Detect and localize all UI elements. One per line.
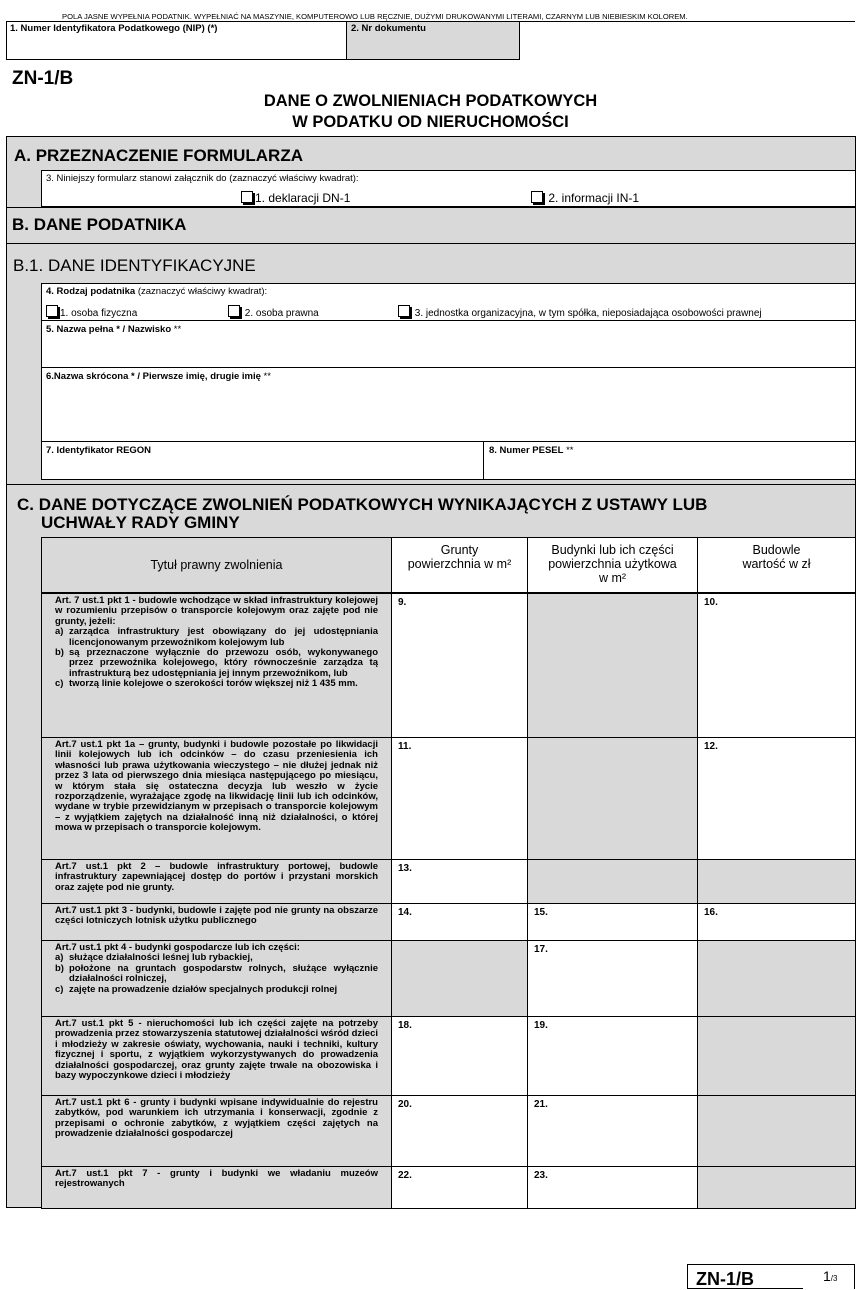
document-number-label: 2. Nr dokumentu [351,23,426,34]
field-number: 11. [398,741,412,752]
header-budynki-line3: w m² [598,571,627,585]
field-number: 15. [534,907,548,918]
legal-basis-text: Art.7 ust.1 pkt 3 - budynki, budowle i zajęte pod nie grunty na obszarze części lotniczych lotnisk użytku publicznego [55,905,378,927]
field-number: 12. [704,741,718,752]
header-budynki-line2: powierzchnia użytkowa [548,557,677,571]
header-grunty [391,543,528,571]
table-cell-budynki[interactable] [527,903,698,941]
field-number: 13. [398,863,412,874]
option-in1[interactable] [531,191,639,205]
field-number: 17. [534,944,548,955]
table-cell-budowle [697,859,856,904]
table-cell-grunty[interactable] [391,737,528,860]
f7-label: 7. Identyfikator REGON [46,445,152,456]
f4-label: 4. Rodzaj podatnika [46,286,136,297]
nip-field[interactable] [6,21,347,60]
table-cell-budowle[interactable] [697,593,856,738]
field-number: 14. [398,907,412,918]
option-osoba-prawna-label: 2. osoba prawna [244,308,319,319]
page-number [823,1268,837,1284]
checkbox-icon[interactable] [241,191,253,203]
table-cell-grunty[interactable] [391,859,528,904]
header-grunty-line2: powierzchnia w m² [407,557,512,571]
table-cell-budynki[interactable] [527,940,698,1017]
field-8-box[interactable] [483,441,856,480]
table-cell-budowle[interactable] [697,903,856,941]
legal-basis-text: Art.7 ust.1 pkt 2 – budowle infrastruktury portowej, budowle infrastruktury zapewniającej dostęp do portów i przystani morskich oraz zajęte pod nie grunty. [55,861,378,893]
option-jednostka-label: 3. jednostka organizacyjna, w tym spółka, nieposiadająca osobowości prawnej [414,308,762,319]
section-a-box [41,170,856,207]
option-dn1[interactable] [241,191,350,205]
field-number: 19. [534,1020,548,1031]
table-cell-grunty [391,940,528,1017]
page-title-line1: DANE O ZWOLNIENIACH PODATKOWYCH [263,92,598,110]
field-number: 23. [534,1170,548,1181]
form-code: ZN-1/B [12,68,74,89]
field-number: 22. [398,1170,412,1181]
table-cell-budynki[interactable] [527,1016,698,1096]
footer-code: ZN-1/B [696,1269,754,1289]
f4-hint: (zaznaczyć właściwy kwadrat): [135,286,268,297]
section-a-heading: A. PRZEZNACZENIE FORMULARZA [14,146,303,165]
nip-label: 1. Numer Identyfikatora Podatkowego (NIP) (*) [10,23,218,34]
field-number: 21. [534,1099,548,1110]
legal-basis-text: Art.7 ust.1 pkt 6 - grunty i budynki wpisane indywidualnie do rejestru zabytków, pod warunkiem ich utrzymania i konserwacji, zgodnie z przepisami o ochronie zabytków, z wyjątkiem części zajętych na prowadzenie działalności gospodarczej [55,1097,378,1140]
field-number: 18. [398,1020,412,1031]
checkbox-icon[interactable] [228,305,240,317]
legal-basis-text: Art.7 ust.1 pkt 5 - nieruchomości lub ich części zajęte na potrzeby prowadzenia przez stowarzyszenia statutowej działalności wśród dzieci i młodzieży w zakresie oświaty, wychowania, nauki i techniki, kultury fizycznej i sportu, z wyjątkiem wykorzystywanych do prowadzenia działalności gospodarczej, oraz grunty zajęte trwale na obozowiska i bazy wypoczynkowe dzieci i młodzieży [55,1018,378,1082]
page-current: 1 [823,1268,831,1284]
legal-basis-text: Art.7 ust.1 pkt 1a – grunty, budynki i budowle pozostałe po likwidacji linii kolejowych lub ich odcinków – do czasu przeniesienia ich własności lub prawa użytkowania wieczystego – nie dłużej jednak niż przez 3 lata od pierwszego dnia miesiąca następującego po miesiącu, w którym stała się ostateczna decyzja lub weszło w życie rozporządzenie, wyrażające zgodę na likwidację linii lub ich odcinków, wydane w trybie przewidzianym w przepisach o transporcie kolejowym – z wyjątkiem zajętych na działalność inną niż działalności, o której mowa w przepisach o transporcie kolejowym. [55,739,378,834]
field-number: 9. [398,597,407,608]
legal-basis-text: Art. 7 ust.1 pkt 1 - budowle wchodzące w skład infrastruktury kolejowej w rozumieniu przepisów o transporcie kolejowym oraz zajęte pod nie grunty, jeżeli: a) zarządca infrastruktury jest obowiązany do jej udostępniania licencjonowanym przewoźnikom kolejowym lub b) są przeznaczone wyłącznie do przewozu osób, wykonywanego przez przewoźnika kolejowego, który równocześnie zarządza tą infrastrukturą bez udostępniania jej innym przewoźnikom, lub c) tworzą linie kolejowe o szerokości torów większej niż 1 435 mm. [55,595,378,690]
page-total: /3 [830,1274,838,1283]
table-cell-budowle [697,1016,856,1096]
table-cell-budynki [527,593,698,738]
checkbox-icon[interactable] [46,305,58,317]
field-number: 20. [398,1099,412,1110]
page-title-line2: W PODATKU OD NIERUCHOMOŚCI [292,113,569,131]
table-cell-grunty[interactable] [391,1166,528,1209]
section-c-heading-line2: UCHWAŁY RADY GMINY [41,513,240,532]
table-cell-budowle[interactable] [697,737,856,860]
section-b-heading: B. DANE PODATNIKA [12,215,187,234]
list-item: a) służące działalności leśnej lub rybackiej, [55,952,253,964]
table-cell-budowle [697,940,856,1017]
header-budowle-line1: Budowle [752,543,801,557]
f3-hint: (zaznaczyć właściwy kwadrat): [226,173,359,184]
list-item: b) są przeznaczone wyłącznie do przewozu osób, wykonywanego przez przewoźnika kolejowego, który równocześnie zarządza tą infrastrukturą bez udostępniania jej innym przewoźnikom, lub [55,647,378,679]
checkbox-icon[interactable] [398,305,410,317]
list-item: c) tworzą linie kolejowe o szerokości torów większej niż 1 435 mm. [55,678,358,690]
field-number: 16. [704,907,718,918]
field-6-box[interactable] [41,367,856,442]
legal-basis-text: Art.7 ust.1 pkt 4 - budynki gospodarcze lub ich części: a) służące działalności leśnej lub rybackiej, b) położone na gruntach gospodarstw rolnych, służące wyłącznie działalności rolniczej, c) zajęte na prowadzenie działów specjalnych produkcji rolnej [55,942,378,995]
header-budowle-line2: wartość w zł [742,557,811,571]
option-jednostka[interactable] [398,305,762,319]
table-cell-budynki[interactable] [527,1095,698,1167]
table-cell-grunty[interactable] [391,1016,528,1096]
option-osoba-prawna[interactable] [228,305,319,319]
option-dn1-label: 1. deklaracji DN-1 [255,191,351,205]
checkbox-icon[interactable] [531,191,543,203]
footer-code-box [687,1264,804,1289]
f8-mark: ** [563,445,574,456]
table-cell-grunty[interactable] [391,1095,528,1167]
table-cell-budowle [697,1166,856,1209]
f6-mark: ** [260,371,271,382]
f3-label: 3. Niniejszy formularz stanowi załącznik do [46,173,227,184]
f5-label: 5. Nazwa pełna * / Nazwisko [46,324,172,335]
top-notice: POLA JASNE WYPEŁNIA PODATNIK. WYPEŁNIAĆ NA MASZYNIE, KOMPUTEROWO LUB RĘCZNIE, DUŻYMI DRUKOWANYMI LITERAMI, CZARNYM LUB NIEBIESKIM KOLOREM. [62,12,688,21]
list-item: b) położone na gruntach gospodarstw rolnych, służące wyłącznie działalności rolniczej, [55,962,378,985]
header-budynki [527,543,698,585]
field-4-box [41,283,856,321]
field-number: 10. [704,597,718,608]
table-cell-grunty[interactable] [391,903,528,941]
table-cell-budynki[interactable] [527,1166,698,1209]
footer-page-box [803,1264,855,1289]
list-item: a) zarządca infrastruktury jest obowiązany do jej udostępniania licencjonowanym przewoźnikom kolejowym lub [55,626,378,648]
field-5-box[interactable] [41,320,856,368]
header-title: Tytuł prawny zwolnienia [150,558,283,572]
f6-label: 6.Nazwa skrócona * / Pierwsze imię, drugie imię [46,371,261,382]
list-item: c) zajęte na prowadzenie działów specjalnych produkcji rolnej [55,983,338,995]
f8-label: 8. Numer PESEL [489,445,564,456]
table-cell-budynki [527,859,698,904]
document-number-field [346,21,520,60]
header-budynki-line1: Budynki lub ich części [551,543,674,557]
option-in1-label: 2. informacji IN-1 [548,191,640,205]
section-b1-heading: B.1. DANE IDENTYFIKACYJNE [13,256,256,275]
field-7-box[interactable] [41,441,484,480]
option-osoba-fizyczna-label: 1. osoba fizyczna [60,308,138,319]
option-osoba-fizyczna[interactable] [46,305,137,319]
table-cell-budowle [697,1095,856,1167]
header-grunty-line1: Grunty [440,543,479,557]
header-budowle [697,543,856,571]
table-cell-grunty[interactable] [391,593,528,738]
table-cell-budynki [527,737,698,860]
section-c-heading-line1: C. DANE DOTYCZĄCE ZWOLNIEŃ PODATKOWYCH WYNIKAJĄCYCH Z USTAWY LUB [17,495,708,514]
f5-mark: ** [171,324,182,335]
legal-basis-text: Art.7 ust.1 pkt 7 - grunty i budynki we władaniu muzeów rejestrowanych [55,1168,378,1190]
